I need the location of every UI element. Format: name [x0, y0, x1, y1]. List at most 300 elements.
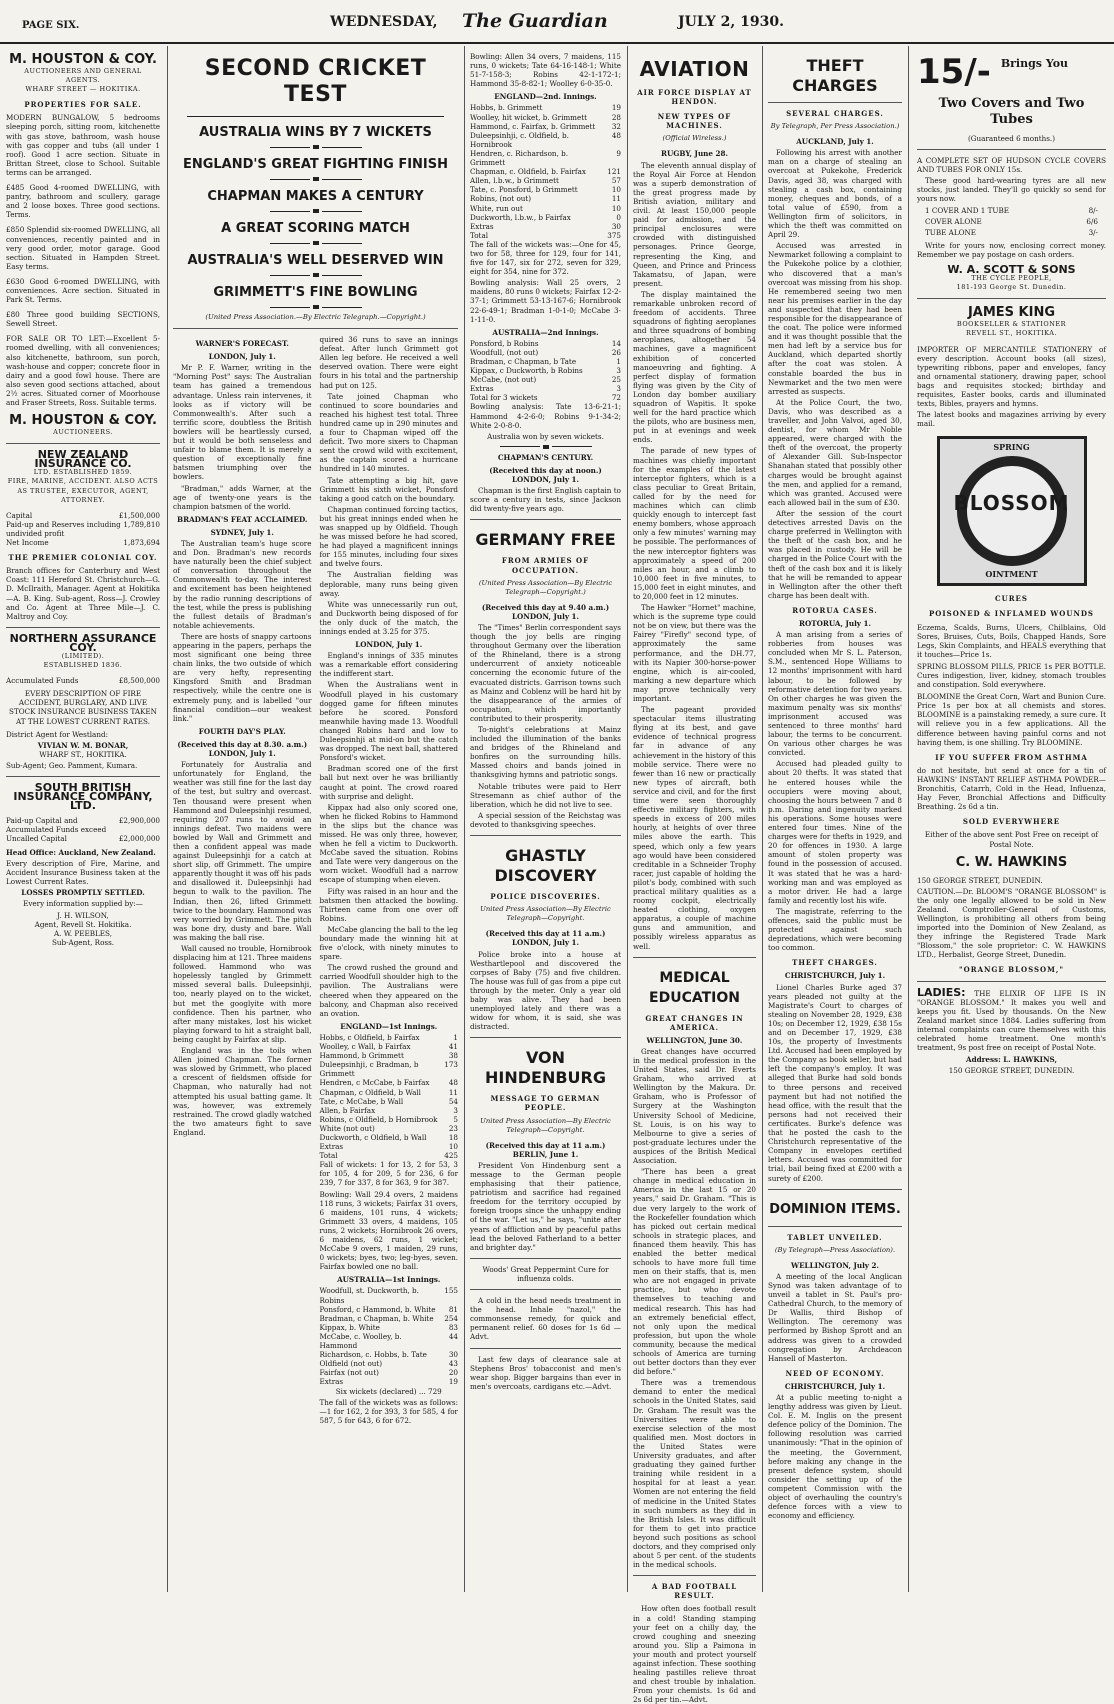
batsman: Tate, c McCabe, b Wall — [319, 1096, 404, 1106]
batsman: Extras — [319, 1377, 344, 1387]
batsman: Extras — [470, 384, 494, 394]
houston-subtitle-2: AUCTIONEERS. — [53, 428, 113, 437]
scorecard-row — [320, 1359, 459, 1368]
article-paragraph: A man arising from a series of robberies from houses was concluded when Mr S. L. Paterson, S.M., sentenced Hope Williams to 12 months' imprisonment with hard labour, to be followed by reformative detention for two years. On other charges he was given the maximum penalty was six months' imprisonment accused was sentenced to three months' hard labour, the terms to be concurrent. On various other charges he was convicted. — [768, 630, 902, 758]
poisoned-heading: POISONED & INFLAMED WOUNDS — [929, 609, 1094, 619]
batsman: Richardson, c. Hobbs, b. Tate — [319, 1350, 427, 1360]
column-news-3 — [464, 46, 626, 1592]
divider — [470, 1037, 621, 1038]
sbi-capital-label: Uncalled Capital — [6, 834, 67, 844]
runs: 28 — [611, 112, 621, 122]
runs: 10 — [611, 203, 621, 213]
divider — [917, 298, 1106, 299]
scorecard-australia-second — [470, 339, 621, 403]
aviation-subheading: AIR FORCE DISPLAY AT HENDON. — [637, 88, 752, 107]
batsman: White (not out) — [319, 1123, 375, 1133]
price-label: TUBE ALONE — [925, 227, 977, 237]
capital-row — [6, 511, 160, 520]
scorecard-row — [470, 213, 621, 222]
dominion-headline: DOMINION ITEMS. — [769, 1201, 901, 1217]
column-news-5 — [762, 46, 907, 1592]
article-paragraph: When the Australians went in Woodfull played in his customary dogged game for fifteen minutes before he scored. Ponsford meanwhile having made 13. Woodfull changed Robins hard and low to Duleepsinhji at mid-on but the catch was dropped. The next ball, shattered Ponsford's wicket. — [319, 680, 458, 763]
headline-deck: A GREAT SCORING MATCH — [221, 221, 410, 236]
article-paragraph: Lionel Charles Burke aged 37 years pleaded not guilty at the Magistrate's Court to charges of stealing on November 28, 1929, £38 10s; on December 12, 1929, £38 15s and on December 17, 1929, £38 10s, the property of Investments Ltd. Accused had been employed by the Company as book seller, but had left the company's employ. It was alleged that Burke had sold bonds to three persons and received payment but had not notified the head office, with the result that the persons had not received their certificates. Burke's defence was that he posted the cash to the Christchurch representative of the Company in envelopes certified letters. Accused was committed for trial, bail being fixed at £200 with a surety of £200. — [768, 982, 902, 1183]
article-paragraph: Notable tributes were paid to Herr Stresemann as chief author of the liberation, which he did not live to see. — [470, 781, 621, 809]
scorecard-row — [320, 1305, 459, 1314]
batsman: Kippax, c Duckworth, b Robins — [470, 366, 583, 376]
scorecard-row — [320, 1033, 459, 1042]
theft-heading-2: THEFT CHARGES. — [792, 958, 878, 968]
property-listing: FOR SALE OR TO LET:—Excellent 5-roomed dwelling, with all conveniences; also kitchenette, bathroom, sun porch, wash-house and copper; concrete floor in dairy and a good fowl house. There are also seven good sections attached, about 2½ acres. Situated corner of Moorhouse and Fraser Streets, Ross. Suitable terms. — [6, 334, 160, 407]
aviation-credit: (Official Wireless.) — [662, 134, 727, 143]
article-paragraph: Mr P. F. Warner, writing in the "Morning Post" says: The Australian team has gained a tremendous advantage. Unless rain intervenes, it looks as if victory will be Commonwealth's. After such a terrific score, doubtless the British bowlers will be heartlessly cursed, but it would be both senseless and unfair to blame them. It is merely a question of exceptionally fine batsmen triumphing over the bowlers. — [173, 363, 312, 482]
order-instructions: Write for yours now, enclosing correct money. Remember we pay postage on cash orders. — [917, 240, 1106, 259]
paper-name: The Guardian — [462, 10, 608, 32]
dateline: SYDNEY, July 1. — [210, 527, 274, 537]
runs: 41 — [448, 1042, 458, 1052]
cricket-headline: SECOND CRICKET TEST — [204, 56, 427, 107]
economy-heading: NEED OF ECONOMY. — [785, 1368, 885, 1378]
capital-label: Paid-up and Reserves including undivided profit — [6, 519, 121, 538]
runs: 30 — [448, 1350, 458, 1360]
dateline: (Received this day at 11 a.m.) BERLIN, June 1. — [485, 1140, 606, 1159]
runs: 57 — [611, 176, 621, 186]
column-cricket — [167, 46, 463, 1592]
scorecard-row — [320, 1286, 459, 1304]
divider — [917, 981, 1106, 982]
asthma-heading: IF YOU SUFFER FROM ASTHMA — [935, 752, 1088, 762]
article-paragraph: England's innings of 335 minutes was a remarkable effort considering the indifferent start. — [319, 651, 458, 679]
divider — [6, 443, 160, 444]
article-paragraph: McCabe glancing the ball to the leg boundary made the winning hit at five o'clock, with ninety minutes to spare. — [319, 924, 458, 962]
capital-value: 1,873,694 — [123, 538, 160, 548]
batsman: Hobbs, c Oldfield, b Fairfax — [319, 1032, 420, 1042]
tyre-complete-set: A COMPLETE SET OF HUDSON CYCLE COVERS AND TUBES FOR ONLY 15s. — [917, 156, 1106, 175]
price-value: 3/- — [1088, 227, 1098, 237]
runs: 54 — [448, 1096, 458, 1106]
batsman: Duckworth, c Oldfield, b Wall — [319, 1132, 427, 1142]
agent-address: WHARF ST., HOKITIKA. — [39, 749, 127, 759]
scorecard-heading: AUSTRALIA—2nd Innings. — [492, 327, 599, 337]
article-paragraph: President Von Hindenburg sent a message to the German people emphasising that their patience, patriotism and sacrifice had regained freedom for the territory occupied by foreign troops since the unhappy ending of the war. "Let us," he says, "unite after years of affliction and by peaceful paths lead the beloved Fatherland to a better and brighter day." — [470, 1160, 621, 1252]
article-paragraph: Great changes have occurred in the medical profession in the United States, said Dr. Everts Graham, who arrived at Wellington by the Makura. Dr. Graham, who is Professor of Surgery at the Washington University School of Medicine, St. Louis, is on his way to Melbourne to give a series of post-graduate lectures under the auspices of the British Medical Association. — [633, 1046, 756, 1166]
headline-deck: AUSTRALIA'S WELL DESERVED WIN — [187, 253, 444, 268]
northern-established: ESTABLISHED 1836. — [43, 661, 123, 670]
fall-of-wickets: The fall of the wickets was:—One for 45, two for 58, three for 129, four for 141, five for 147, six for 272, seven for 329, eight for 354, nine for 372. — [470, 239, 621, 277]
article-paragraph: Accused was arrested in Newmarket following a complaint to the Pukekohe police by a clothier, who discovered that a man's overcoat was missing from his shop. He remembered seeing two men near his premises earlier in the day and suspected that they had been responsible for the disappearance of the coat. The police were informed and it was thought possible that the men had left by a service bus for Auckland, which departed shortly after the coat was stolen. A constable boarded the bus in Newmarket and the two men were arrested as suspects. — [768, 241, 902, 396]
runs: 121 — [607, 167, 621, 177]
batsman: Kippax, b. White — [319, 1322, 380, 1332]
bowling-analysis: Bowling: Wall 29.4 overs, 2 maidens 118 runs, 3 wickets; Fairfax 31 overs, 6 maidens, 101 runs, 4 wickets; Grimmett 33 overs, 4 maidens, 105 runs, 2 wickets; Hornibrook 26 overs, 6 maidens, 62 runs, 1 wicket; McCabe 9 overs, 1 maiden, 29 runs, 0 wickets; byes, two; leg-byes, seven. Fairfax bowled one no ball. — [319, 1189, 458, 1272]
price-value: 8/- — [1088, 205, 1098, 215]
scott-advert — [917, 265, 1106, 292]
scorecard-row — [320, 1350, 459, 1359]
scorecard-heading: ENGLAND—2nd. Innings. — [494, 92, 597, 102]
result-note: Australia won by seven wickets. — [487, 431, 604, 441]
scorecard-row — [470, 357, 621, 366]
runs: 9 — [616, 148, 621, 158]
northern-description: EVERY DESCRIPTION OF FIRE ACCIDENT, BURGLARY, AND LIVE STOCK INSURANCE BUSINESS TAKEN AT THE LOWEST CURRENT RATES. — [9, 689, 157, 726]
article-paragraph: The crowd rushed the ground and carried Woodfull shoulder high to the pavilion. The Australians were cheered when they appeared on the balcony, and Chapman also received an ovation. — [319, 963, 458, 1018]
tablet-heading: TABLET UNVEILED. — [787, 1232, 883, 1242]
article-paragraph: The Australian team's huge score and Don. Bradman's new records have naturally been the chief subject of conversation throughout the Commonwealth to-day. The interest and excitement has been heightened by the radio running descriptions of the test, while the press is publishing the fullest details of Bradman's notable achievements. — [173, 538, 312, 630]
ornament — [173, 241, 458, 245]
scorecard-row — [470, 339, 621, 348]
dateline: WELLINGTON, July 2. — [791, 1260, 879, 1270]
scorecard-row — [320, 1314, 459, 1323]
runs: 18 — [448, 1132, 458, 1142]
runs: 44 — [448, 1331, 458, 1341]
scorecard-row — [470, 185, 621, 194]
batsman: Extras — [470, 221, 494, 231]
article-paragraph: England was in the toils when Allen joined Chapman. The former was slowed by Grimmett, who placed a crescent of fieldsmen offside for Chapman, who naturally had not attempted his usual batting game. It was, however, was extremely restrained. The crowd gladly watched the two amateurs fight to save England. — [173, 1046, 312, 1137]
batsman: Allen, l.b.w., b Grimmett — [470, 176, 559, 186]
king-name: JAMES KING — [967, 305, 1056, 321]
page-number: PAGE SIX. — [22, 20, 80, 31]
scorecard-row — [470, 176, 621, 185]
batsman: Extras — [319, 1142, 344, 1152]
article-paragraph: The parade of new types of machines was chiefly important for the examples of the latest interceptor fighters, which is a class peculiar to Great Britain, called for by the need for machines which can climb quickly enough to intercept fast enemy bombers, whose approach only a few minutes' warning may be possible. The performances of the new interceptor fighters was approximately a speed of 200 miles an hour, and a climb to 10,000 feet in five minutes, to 15,000 feet in eight minutes, and to 20,000 feet in 12 minutes. — [633, 446, 756, 601]
cricket-body — [173, 335, 458, 1427]
runs: 254 — [444, 1313, 458, 1323]
property-listing: £80 Three good building SECTIONS, Sewell Street. — [6, 310, 160, 329]
batsman: Woodfull, st. Duckworth, b. Robins — [319, 1286, 419, 1305]
dateline: CHRISTCHURCH, July 1. — [784, 971, 886, 981]
batsman: McCabe, (not out) — [470, 375, 537, 385]
peebles-name: A. W. PEEBLES, — [53, 929, 113, 939]
agent-name: VIVIAN W. M. BONAR, — [37, 740, 129, 750]
batsman: Chapman, c. Oldfield, b. Fairfax — [470, 167, 586, 177]
northern-assurance-advert — [6, 631, 160, 670]
king-latest: The latest books and magazines arriving by every mail. — [917, 410, 1106, 429]
divider — [768, 102, 902, 103]
property-listing: MODERN BUNGALOW, 5 bedrooms sleeping porch, sitting room, kitchenette with gas stove, bathroom, wash house with gas copper and tubs (all under 1 roof). Good 1 acre section. Situate in Brittan Street, close to School. Suitable terms can be arranged. — [6, 113, 160, 177]
property-listing: £850 Splendid six-roomed DWELLING, all conveniences, recently painted and in very good order, motor garage. Good section. Situated in Hampden Street. Easy terms. — [6, 225, 160, 271]
scorecard-row — [320, 1142, 459, 1151]
headline-deck: CHAPMAN MAKES A CENTURY — [207, 189, 424, 204]
houston-trade: AUCTIONEERS AND GENERAL AGENTS. — [24, 67, 142, 85]
article-paragraph: A meeting of the local Anglican Synod was taken advantage of to unveil a tablet in St. Paul's pro-Cathedral Church, to the memory of Dr Wallis, third Bishop of Wellington. The ceremony was performed by Bishop Sprott and an address was given to a crowded congregation by Archdeacon Hansell of Masterton. — [768, 1271, 902, 1363]
article-paragraph: The Australian fielding was deplorable, many runs being given away. — [319, 570, 458, 598]
ghastly-subheading: POLICE DISCOVERIES. — [490, 892, 601, 902]
branch-offices: Branch offices for Canterbury and West Coast: 111 Hereford St. Christchurch—G. D. McIlraith, Manager. Agent at Hokitika—A. B. King. Sub-agent, Ross—J. Crowley and Co. Agent at Three Mile—J. C. Maltroy and Coy. — [6, 566, 160, 621]
scorecard-row — [320, 1133, 459, 1142]
cures-heading: CURES — [995, 594, 1028, 604]
batsman: Fairfax (not out) — [319, 1368, 379, 1378]
capital-row — [6, 538, 160, 547]
article-paragraph: Police broke into a house at Westhartlepool and discovered the corpses of Baby (75) and five children. The house was full of gas from a pipe cut through by the meter. Only a year old baby was alive. They had been unemployed lately and there was a widow for whom, it is said, she was distracted. — [470, 949, 621, 1032]
divider — [470, 835, 621, 836]
runs: 0 — [616, 212, 621, 222]
theft-subheading: SEVERAL CHARGES. — [786, 109, 884, 118]
price-row — [925, 206, 1098, 215]
runs: 10 — [611, 185, 621, 195]
woods-advert: Woods' Great Peppermint Cure for influenza colds. — [482, 1264, 609, 1283]
ladies-advert — [917, 985, 1106, 1053]
scorecard-row — [320, 1088, 459, 1097]
information-label: Every information supplied by:— — [23, 899, 143, 909]
dateline: WELLINGTON, June 30. — [646, 1035, 743, 1045]
property-listing: £485 Good 4-roomed DWELLING, with pantry, bathroom and scullery, garage and 2 loose boxes. Three good sections. Terms. — [6, 183, 160, 220]
northern-limited: (LIMITED). — [61, 651, 105, 660]
theft-headline: THEFT CHARGES — [792, 56, 878, 95]
article-paragraph: Wall caused no trouble, Hornibrook displacing him at 121. Three maidens followed. Hammond who was hopelessly tangled by Grimmett missed several balls. Duleepsinhji, too, nearly played on to the wicket, but met the googlyite with more confidence. Then his partner, who after many mistakes, lost his wicket playing forward to hit a straight ball, being caught by Fairfax at slip. — [173, 944, 312, 1044]
clearance-advert: Last few days of clearance sale at Stephens Bros' tobacconist and men's wear shop. Bigger bargains than ever in men's overcoats, cardigans etc.—Advt. — [470, 1354, 621, 1391]
section-heading: WARNER'S FORECAST. — [195, 339, 289, 349]
runs: 5 — [453, 1114, 458, 1124]
spring-blossom-logo — [937, 436, 1087, 586]
scorecard-row — [320, 1368, 459, 1377]
king-advert — [917, 305, 1106, 338]
head-office: Head Office: Auckland, New Zealand. — [6, 847, 156, 857]
article-paragraph: The pageant provided spectacular items illustrating flying at its best, and gave evidence of technical progress far in advance of any achievement in the history of this mobile service. There were no fewer than 16 new or practically new types of aircraft, both service and civil, and for the first time were seen thoroughly effective military fighters, with speeds in excess of 200 miles hourly, at heights of over three miles above the earth. This speed, which only a few years ago would have been considered creditable in a Schneider Trophy racer, just capable of holding the pilot's body, combined with such practical military qualities as a roomy cockpit, electrically heated clothing, oxygen apparatus, a couple of machine guns and ammunition, and possibly wireless apparatus as well. — [633, 705, 756, 951]
article-paragraph: Bradman scored one of the first ball but next over he was brilliantly caught at point. The crowd roared with surprise and delight. — [319, 764, 458, 801]
article-paragraph: At a public meeting to-night a lengthy address was given by Lieut. Col. E. M. Inglis on the present defence policy of the Dominion. The following resolution was carried unanimously: "That in the opinion of the meeting, the Government, before making any change in the present defence system, should consider the setting up of the competent Commission with the object of overhauling the country's defence forces with a view to economy and efficiency. — [768, 1393, 902, 1521]
scorecard-australia-first — [320, 1286, 459, 1386]
sbi-description: Every description of Fire, Marine, and Accident Insurance Business taken at the Lowest Current Rates. — [6, 858, 160, 886]
scorecard-row — [320, 1042, 459, 1051]
houston-advert-2 — [6, 413, 160, 437]
district-agent-label: District Agent for Westland: — [6, 729, 108, 739]
batsman: Allen, b Fairfax — [319, 1105, 376, 1115]
runs: 19 — [448, 1377, 458, 1387]
funds-value: £8,500,000 — [118, 676, 160, 686]
batsman: Oldfield (not out) — [319, 1359, 383, 1369]
runs: 26 — [611, 347, 621, 357]
section-heading: BRADMAN'S FEAT ACCLAIMED. — [177, 514, 308, 524]
wilson-subtitle: Agent, Revell St. Hokitika. — [34, 920, 132, 930]
scorecard-row — [470, 204, 621, 213]
divider — [470, 519, 621, 520]
properties-heading: PROPERTIES FOR SALE. — [24, 100, 142, 110]
scorecard-row — [470, 375, 621, 384]
runs: 155 — [444, 1286, 458, 1296]
king-subtitle: BOOKSELLER & STATIONER — [956, 320, 1067, 329]
batsman: Woolley, hit wicket, b. Grimmett — [470, 112, 588, 122]
hawkins-advert — [917, 855, 1106, 870]
batsman: Bradman, c Chapman, b Tate — [470, 357, 577, 366]
funds-label: Accumulated Funds — [6, 676, 79, 686]
article-paragraph: Chapman is the first English captain to score a century in tests, since Jackson did twenty-five years ago. — [470, 486, 621, 514]
houston-name: M. HOUSTON & COY. — [9, 52, 157, 67]
divider — [187, 116, 444, 117]
tyre-brings: Brings You — [1000, 57, 1069, 70]
divider — [173, 328, 458, 329]
dateline: LONDON, July 1. — [355, 640, 423, 650]
houston-name-2: M. HOUSTON & COY. — [9, 413, 157, 429]
caution-notice: CAUTION.—Dr. BLOOM'S "ORANGE BLOSSOM" is the only one legally allowed to be sold in New Zealand. Comptroller-General of Customs, Wellington, is prohibiting all others from being imported into the Dominion of New Zealand, as they infringe the Registered Trade Mark "Blossom," the sole proprietor: C. W. HAWKINS LTD., Herbalist, George Street, Dunedin. — [917, 886, 1106, 960]
runs: 173 — [444, 1060, 458, 1070]
divider — [768, 1189, 902, 1190]
dateline: AUCKLAND, July 1. — [796, 137, 874, 147]
sbi-capital-row — [6, 834, 160, 843]
bowling-analysis: Bowling: Allen 34 overs, 7 maidens, 115 runs, 0 wickets; Tate 64-16-148-1; White 51-7-158-3; Robins 42-1-172-1; Hammond 35-8-82-1; Woolley 6-0-35-0. — [470, 52, 621, 89]
germany-headline: GERMANY FREE — [475, 530, 616, 550]
capital-value: £1,500,000 — [118, 510, 160, 520]
scorecard-row — [470, 231, 621, 240]
price-label: COVER ALONE — [925, 216, 982, 226]
scorecard-row — [470, 348, 621, 357]
scorecard-england-first — [320, 1033, 459, 1160]
column-news-4 — [627, 46, 761, 1704]
capital-label: Capital — [6, 510, 33, 520]
article-paragraph: The magistrate, referring to the offences, said the public must be protected against such depredations, which were becoming too common. — [768, 906, 902, 953]
tyre-guarantee: (Guaranteed 6 months.) — [967, 134, 1055, 143]
cricket-right-column — [320, 335, 459, 1427]
medical-subheading: GREAT CHANGES IN AMERICA. — [645, 1013, 744, 1032]
king-address: REVELL ST., HOKITIKA. — [966, 329, 1057, 338]
batsman: Total for 3 wickets — [470, 393, 538, 403]
logo-bottom-text: OINTMENT — [985, 569, 1038, 580]
article-paragraph: After the session of the court detectives arrested Davis on the charge preferred in Wellington with the theft of the cash box, and he was placed in custody. He will be charged in the Police Court with the theft of the cash box and it is likely that he will be remanded to appear in Wellington after the other theft charge has been dealt with. — [768, 508, 902, 600]
scorecard-heading: AUSTRALIA—1st Innings. — [337, 1275, 441, 1285]
article-paragraph: The "Times" Berlin correspondent says though the joy bells are ringing throughout Germany over the liberation of the Rhineland, there is a strong undercurrent of anxiety noticeable concerning the economic future of the evacuated districts. Garrison towns such as Mainz and Coblenz will be hard hit by the disappearance of the armies of occupation, which importantly contributed to their prosperity. — [470, 622, 621, 723]
article-paragraph: Fifty was raised in an hour and the batsmen then attacked the bowling. Thirteen came from one over off Robins. — [319, 886, 458, 923]
runs: 11 — [448, 1087, 458, 1097]
batsman: Hendren, c McCabe, b Fairfax — [319, 1078, 430, 1088]
scorecard-row — [320, 1051, 459, 1060]
tablet-credit: (By Telegraph—Press Association). — [774, 1245, 896, 1254]
scott-name: W. A. SCOTT & SONS — [947, 263, 1076, 277]
divider — [470, 1289, 621, 1290]
capital-value: 1,789,810 — [123, 519, 160, 529]
runs: 3 — [616, 366, 621, 376]
article-paragraph: How often does football result in a cold! Standing stamping your feet on a chilly day, the crowd coughing and sneezing around you. Slip a Paimona in your mouth and protect yourself against infection. These soothing healing pastilles relieve throat and chest trouble by inhalation. From your chemists. 1s 6d and 2s 6d per tin.—Advt. — [633, 1604, 756, 1704]
divider — [633, 1575, 756, 1576]
northern-name: NORTHERN ASSURANCE COY. — [9, 631, 157, 654]
hawkins-contact-address: 150 GEORGE STREET, DUNEDIN. — [948, 1066, 1075, 1076]
dateline: LONDON, July 1. — [208, 352, 276, 362]
dateline: (Received this day at 9.40 a.m.) LONDON, July 1. — [481, 602, 610, 621]
bloomine-advert: BLOOMINE the Great Corn, Wart and Bunion Cure. Price 1s per box at all chemists and stores. BLOOMINE is a painstaking remedy, a sure cure. It will relieve you in a few applications. All the difference between having painful corns and not having them, is one shilling. Try BLOOMINE. — [917, 692, 1106, 747]
postal-note: Either of the above sent Post Free on receipt of Postal Note. — [924, 830, 1099, 849]
capital-label: Net Income — [6, 538, 49, 548]
runs: 3 — [453, 1105, 458, 1115]
hawkins-contact: Address: L. HAWKINS, — [966, 1055, 1057, 1065]
runs: 14 — [611, 338, 621, 348]
runs: 20 — [448, 1368, 458, 1378]
king-description: IMPORTER OF MERCANTILE STATIONERY of every description. Account books (all sizes), typewriting ribbons, paper and envelopes, fancy and ornamental stationery, drawing paper, school bags and requisites stocked; birthday and requisites, Easter books, cards and illuminated texts, Bibles, prayers and hymns. — [917, 344, 1106, 409]
nz-insurance-name: NEW ZEALAND INSURANCE CO. — [34, 448, 132, 471]
logo-word: BLOSSOM — [953, 491, 1070, 516]
tyre-covers: Two Covers and Two Tubes — [938, 96, 1085, 127]
scorecard-row — [320, 1151, 459, 1160]
wilson-block — [6, 911, 160, 947]
article-paragraph: quired 36 runs to save an innings defeat. After lunch Grimmett got Allen leg before. He received a well deserved ovation. There were eight fours in his total and the partnership had put on 125. — [319, 335, 458, 390]
scorecard-row — [470, 222, 621, 231]
article-paragraph: Kippax had also only scored one, when he flicked Robins to Hammond in the slips but the chance was missed. He was only three, however, when he fell a victim to Duckworth. McCabe saved the situation. Robins and Tate were very dangerous on the worn wicket. Woodfull had a narrow escape of stumping when eleven. — [319, 802, 458, 885]
scorecard-row — [470, 393, 621, 402]
price-value: 6/6 — [1086, 216, 1098, 226]
article-paragraph: "There has been a great change in medical education in America in the last 15 or 20 years," said Dr. Graham. "This is due very largely to the work of the Rockefeller foundation which has picked out certain medical schools in strategic places, and financed them heavily. This has enabled the better medical schools to have more full time men on their staffs, that is, men who are not engaged in private practice, but who devote themselves to teaching and medical research. This has had an extremely beneficial effect, not only upon the medical profession, but upon the whole community, because the medical schools of America are turning out better doctors than they ever did before." — [633, 1167, 756, 1377]
theft-credit: By Telegraph, Per Press Association.) — [770, 122, 900, 131]
ornament — [470, 445, 621, 449]
germany-credit: (United Press Association—By Electric Telegraph—Copyright.) — [478, 578, 613, 596]
medical-headline: MEDICAL EDUCATION — [649, 969, 740, 1006]
bowling-analysis: Bowling analysis: Tate 13-6-21-1; Hammond 4-2-6-0; Robins 9-1-34-2; White 2-0-8-0. — [470, 402, 621, 430]
dateline: (Received this day at 11 a.m.) LONDON, July 1. — [485, 929, 606, 948]
batsman: Duleepsinhji, c Bradman, b Grimmett — [319, 1060, 419, 1079]
price-row — [925, 217, 1098, 226]
batsman: Hobbs, b. Grimmett — [470, 103, 543, 113]
ghastly-headline: GHASTLY DISCOVERY — [494, 846, 597, 886]
south-british-name: SOUTH BRITISH INSURANCE COMPANY, LTD. — [13, 781, 153, 813]
column-advertisements-right — [908, 46, 1114, 1592]
scott-subtitle: THE CYCLE PEOPLE, — [971, 274, 1052, 283]
section-heading: CHAPMAN'S CENTURY. — [497, 452, 594, 462]
scorecard-row — [470, 194, 621, 203]
rotorua-heading: ROTORUA CASES. — [792, 605, 878, 615]
article-paragraph: Fortunately for Australia and unfortunately for England, the weather was still fine for the last day of the test, but sultry and overcast. Ten thousand were present when Hammond and Duleepsinhji resumed, requiring 207 runs to avoid an innings defeat. Two maidens were bowled by Wall and Grimmett and then a confident appeal was made against Duleepsinhji for a catch at short slip, off Grimmett. The umpire apparently thought it was off his pads and disallowed it. Duleepsinhji had begun to walk to the pavilion. The Indian, then 26, lifted Grimmett twice to the boundary. Hammond was very worried by Grimmett. The pitch was bone dry, dusty and bare. Wall was making the ball rise. — [173, 760, 312, 942]
hindenburg-credit: United Press Association—By Electric Telegraph—Copyright. — [480, 1116, 611, 1134]
article-paragraph: Following his arrest with another man on a charge of stealing an overcoat at Pukekohe, Frederick Davis, aged 38, was charged with stealing a cash box, containing money, cheques and bonds, of a total value of £590, from a Wellington firm of solicitors, in which the theft was committed on April 29. — [768, 148, 902, 240]
batsman: Bradman, c Chapman, b. White — [319, 1313, 434, 1323]
dateline: RUGBY, June 28. — [661, 149, 728, 159]
article-paragraph: A special session of the Reichstag was devoted to thanksgiving speeches. — [470, 810, 621, 829]
headline-deck: AUSTRALIA WINS BY 7 WICKETS — [199, 125, 432, 140]
batsman: Total — [470, 230, 489, 240]
houston-advert — [6, 52, 160, 94]
runs: 375 — [607, 230, 621, 240]
orange-blossom-heading: "ORANGE BLOSSOM," — [959, 965, 1064, 975]
runs: 25 — [611, 375, 621, 385]
divider — [470, 1258, 621, 1259]
article-paragraph: At the Police Court, the two, Davis, who was described as a traveller, and John Valvoi, aged 30, dentist, for whom Mr Noble appeared, were charged with the theft of the overcoat, the property of Alexander Gill. Sub-Inspector Shanahan stated that possibly other charges would be brought against the men, and applied for a remand, which was granted. Accused were each allowed bail in the sum of £30. — [768, 397, 902, 507]
ladies-label: LADIES: — [917, 985, 966, 999]
houston-address: WHARF STREET — HOKITIKA. — [25, 85, 141, 94]
scorecard-row — [320, 1332, 459, 1350]
sold-everywhere: SOLD EVERYWHERE — [962, 817, 1061, 827]
football-heading: A BAD FOOTBALL RESULT. — [651, 1582, 738, 1601]
funds-row — [6, 676, 160, 685]
batsman: Duleepsinhji, c. Oldfield, b. Hornibrook — [470, 130, 569, 149]
sbi-capital-row — [6, 816, 160, 834]
runs: 425 — [444, 1151, 458, 1161]
ghastly-credit: United Press Association—By Electric Telegraph—Copyright. — [480, 905, 611, 923]
article-paragraph: There was a tremendous demand to enter the medical schools in the United States, said Dr. Graham. The result was the Universities were able to exercise selection of the most qualified men. Most doctors in the United States were University graduates, and after graduating they gained further training while resident in a hospital for at least a year. Women are not entering the field of medicine in the United States in such numbers as they did in the British Isles. It was difficult for them to get into practice beyond such positions as school doctors, and they comprised only about 5 per cent. of the students in the medical schools. — [633, 1378, 756, 1570]
runs: 19 — [611, 103, 621, 113]
batsman: Total — [319, 1151, 338, 1161]
scorecard-row — [320, 1124, 459, 1133]
property-listing: £630 Good 6-roomed DWELLING, with conveniences. Acre section. Situated in Park St. Terms. — [6, 276, 160, 305]
batsman: McCabe, c. Woolley, b. Hammond — [319, 1331, 402, 1351]
runs: 3 — [616, 384, 621, 394]
scorecard-row — [470, 131, 621, 149]
runs: 81 — [448, 1304, 458, 1314]
nz-insurance-established: LTD. ESTABLISHED 1859. — [33, 468, 133, 477]
tyre-price: 15/- — [917, 52, 991, 92]
batsman: Hammond, c. Fairfax, b. Grimmett — [470, 121, 596, 131]
pills-advert: SPRING BLOSSOM PILLS, PRICE 1s PER BOTTLE. Cures indigestion, liver, kidney, stomach troubles and constipation. Sold everywhere. — [917, 661, 1106, 690]
runs: 48 — [611, 130, 621, 140]
dateline: (Received this day at 8.30. a.m.) LONDON, July 1. — [177, 739, 308, 759]
aviation-headline: AVIATION — [639, 57, 750, 81]
scorecard-heading: ENGLAND—1st Innings. — [340, 1021, 438, 1031]
scorecard-england-second — [470, 103, 621, 239]
article-paragraph: There are hosts of snappy cartoons appearing in the papers, perhaps the most significant one being three chain links, the two outside of which are very hefty, representing Kingsford Smith and Bradman respectively, while the centre one is extremely puny, and is labelled "our financial condition—our weakest link." — [173, 631, 312, 723]
cricket-credit: (United Press Association.—By Electric Telegraph.—Copyright.) — [205, 313, 426, 321]
batsman: Ponsford, c Hammond, b. White — [319, 1304, 436, 1314]
runs: 43 — [448, 1359, 458, 1369]
price-label: 1 COVER AND 1 TUBE — [925, 205, 1010, 215]
issue-day: WEDNESDAY, — [330, 14, 438, 30]
scorecard-row — [320, 1115, 459, 1124]
runs: 32 — [611, 121, 621, 131]
scorecard-row — [320, 1323, 459, 1332]
capital-row — [6, 520, 160, 538]
runs: 10 — [448, 1142, 458, 1152]
wilson-name: J. H. WILSON, — [57, 911, 109, 921]
